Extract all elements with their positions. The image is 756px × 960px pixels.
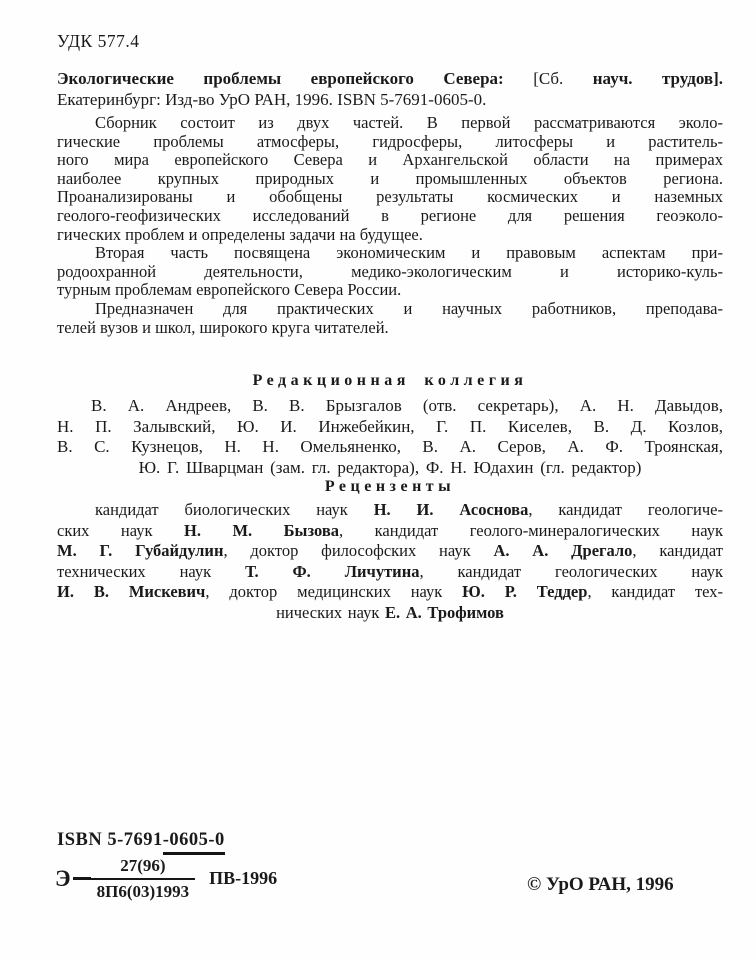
reviewer-degree: кандидат биологических наук xyxy=(95,500,374,519)
fraction-bar-extension xyxy=(73,877,91,880)
reviewers-heading: Рецензенты xyxy=(324,478,456,495)
editorial-board-list xyxy=(57,396,723,478)
isbn-label xyxy=(57,830,225,855)
abstract-line: гических проблем и определены задачи на будущее. xyxy=(57,224,423,244)
reviewer-name: И. В. Мискевич xyxy=(57,582,206,602)
catalog-fraction-numerator: 27(96) xyxy=(120,856,166,875)
reviewer-name: М. Г. Губайдулин xyxy=(57,541,224,561)
abstract-line: телей вузов и школ, широкого круга читателей. xyxy=(57,317,389,337)
reviewer-degree: ских наук xyxy=(57,520,184,540)
reviewer-name: А. А. Дрегало xyxy=(493,541,633,561)
reviewer-degree: , кандидат тех- xyxy=(587,582,724,602)
reviewers-line xyxy=(57,603,723,624)
catalog-fraction-denominator: 8П6(03)1993 xyxy=(91,878,196,902)
reviewer-degree: , кандидат xyxy=(632,541,723,561)
catalog-fraction xyxy=(91,856,196,901)
abstract-line: наиболее крупных природных и промышленных объектов региона. xyxy=(57,168,723,188)
reviewers-line xyxy=(57,562,723,583)
editorial-board-line: В. С. Кузнецов, Н. Н. Омельяненко, В. А. Серов, А. Ф. Троянская, xyxy=(57,437,723,456)
citation-collection-note-bold: науч. трудов]. xyxy=(592,69,723,88)
abstract-annotation xyxy=(57,114,723,337)
abstract-line: гические проблемы атмосферы, гидросферы, литосферы и раститель- xyxy=(57,131,723,151)
reviewer-degree: , кандидат геологических наук xyxy=(419,561,724,581)
abstract-line: родоохранной деятельности, медико-экологическим и историко-куль- xyxy=(57,261,723,281)
reviewer-name: Т. Ф. Личутина xyxy=(245,561,420,581)
reviewer-degree: технических наук xyxy=(57,561,246,581)
reviewers-paragraph xyxy=(57,500,723,624)
isbn-underlined-part: -0605-0 xyxy=(163,830,225,855)
editorial-board-heading: Редакционная коллегия xyxy=(252,372,528,389)
reviewer-name: Ю. Р. Теддер xyxy=(462,582,588,602)
reviewer-degree: нических наук xyxy=(276,602,386,622)
reviewer-name: Н. М. Бызова xyxy=(184,520,339,540)
abstract-line: Сборник состоит из двух частей. В первой рассматриваются эколо- xyxy=(95,113,723,132)
abstract-line: геолого-геофизических исследований в регионе для решения геоэколо- xyxy=(57,205,723,225)
editorial-board-line: Ю. Г. Шварцман (зам. гл. редактора), Ф. Н. Юдахин (гл. редактор) xyxy=(138,457,642,477)
abstract-line: турным проблемам европейского Севера России. xyxy=(57,280,402,300)
reviewers-line xyxy=(57,582,723,603)
reviewer-degree: , доктор медицинских наук xyxy=(205,582,463,602)
reviewers-line xyxy=(57,500,723,521)
abstract-line: Предназначен для практических и научных работников, преподава- xyxy=(95,298,723,318)
library-catalog-index xyxy=(55,856,277,901)
citation-line-1 xyxy=(57,69,723,90)
editorial-board-line: В. А. Андреев, В. В. Брызгалов (отв. секретарь), А. Н. Давыдов, xyxy=(91,396,723,415)
udk-classification: УДК 577.4 xyxy=(57,31,140,51)
reviewers-line xyxy=(57,541,723,562)
abstract-line: Вторая часть посвящена экономическим и правовым аспектам при- xyxy=(95,243,723,263)
reviewer-degree: , доктор философских наук xyxy=(223,541,494,561)
reviewer-degree: , кандидат геологиче- xyxy=(528,500,723,519)
citation-collection-note: [Сб. xyxy=(503,69,593,88)
reviewer-name: Н. И. Асоснова xyxy=(373,500,529,519)
catalog-index-letter: Э xyxy=(55,866,71,892)
abstract-line: Проанализированы и обобщены результаты космических и наземных xyxy=(57,187,723,207)
bibliographic-citation xyxy=(57,69,723,110)
editorial-board-line: Н. П. Залывский, Ю. И. Инжебейкин, Г. П. Киселев, В. Д. Козлов, xyxy=(57,416,723,436)
isbn-smudged-digit: 1 xyxy=(152,830,163,850)
isbn-prefix: ISBN 5-769 xyxy=(57,830,153,850)
reviewer-name: Е. А. Трофимов xyxy=(385,602,504,622)
abstract-line: ного мира европейского Севера и Архангельской области на примерах xyxy=(57,150,723,170)
book-title: Экологические проблемы европейского Севера: xyxy=(57,69,504,88)
publication-code: ПВ-1996 xyxy=(209,868,278,889)
reviewers-line xyxy=(57,521,723,542)
reviewer-degree: , кандидат геолого-минералогических наук xyxy=(338,520,723,540)
citation-line-2: Екатеринбург: Изд-во УрО РАН, 1996. ISBN 5-7691-0605-0. xyxy=(57,89,487,109)
copyright-notice: © УрО РАН, 1996 xyxy=(527,874,674,895)
